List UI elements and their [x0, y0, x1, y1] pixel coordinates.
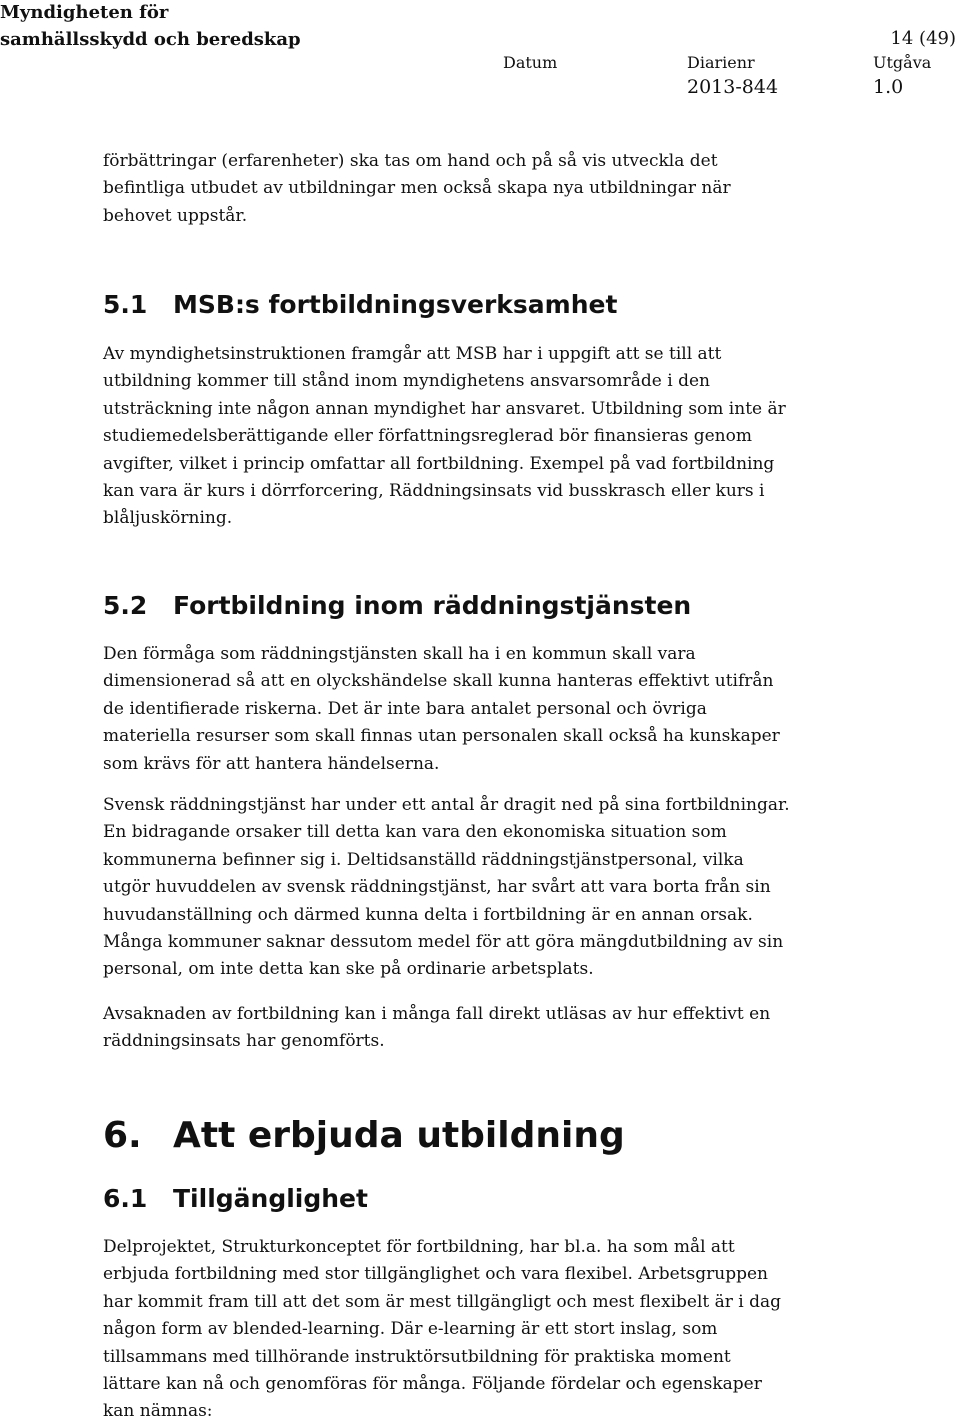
- section-5-2-paragraph-2: Svensk räddningstjänst har under ett antal år dragit ned på sina fortbildningar. En bidragande orsaker till detta kan vara den ekonomiska situation som kommunerna befinner sig i. Deltidsanställd räddningstjänstpersonal, vilka utgör huvuddelen av svensk räddningstjänst, har svårt att vara borta från sin huvudanställning och därmed kunna delta i fortbildning är en annan orsak. Många kommuner saknar dessutom medel för att göra mängdutbildning av sin personal, om inte detta kan ske på ordinarie arbetsplats.: [103, 795, 790, 980]
- section-heading-6-1: [103, 1184, 368, 1214]
- section-title: Fortbildning inom räddningstjänsten: [173, 591, 692, 620]
- section-title: Tillgänglighet: [173, 1184, 368, 1213]
- section-5-1-paragraph: Av myndighetsinstruktionen framgår att MSB har i uppgift att se till att utbildning kommer till stånd inom myndighetens ansvarsområde i den utsträckning inte någon annan myndighet har ansvaret. Utbildning som inte är studiemedelsberättigande eller författningsreglerad bör finansieras genom avgifter, vilket i princip omfattar all fortbildning. Exempel på vad fortbildning kan vara är kurs i dörrforcering, Räddningsinsats vid busskrasch eller kurs i blåljuskörning.: [103, 344, 786, 529]
- utgava-label: Utgåva: [873, 53, 932, 72]
- section-title: MSB:s fortbildningsverksamhet: [173, 290, 618, 319]
- intro-paragraph: förbättringar (erfarenheter) ska tas om hand och på så vis utveckla det befintliga utbudet av utbildningar men också skapa nya utbildningar när behovet uppstår.: [103, 151, 731, 226]
- section-5-2-paragraph-1: Den förmåga som räddningstjänsten skall ha i en kommun skall vara dimensionerad så att en olyckshändelse skall kunna hanteras effektivt utifrån de identifierade riskerna. Det är inte bara antalet personal och övriga materiella resurser som skall finnas utan personalen skall också ha kunskaper som krävs för att hantera händelserna.: [103, 644, 780, 774]
- utgava-value: 1.0: [873, 76, 904, 98]
- organization-name-line1: Myndigheten för: [0, 2, 169, 23]
- date-label: Datum: [503, 53, 558, 72]
- chapter-number: 6.: [103, 1115, 142, 1156]
- organization-name-line2: samhällsskydd och beredskap: [0, 29, 301, 50]
- section-6-1-paragraph: Delprojektet, Strukturkonceptet för fortbildning, har bl.a. ha som mål att erbjuda fortbildning med stor tillgänglighet och vara flexibel. Arbetsgruppen har kommit fram till att det som är mest tillgängligt och mest flexibelt är i dag någon form av blended-learning. Där e-learning är ett stort inslag, som tillsammans med tillhörande instruktörsutbildning för praktiska moment lättare kan nå och genomföras för många. Följande fördelar och egenskaper kan nämnas:: [103, 1237, 782, 1422]
- section-number: 5.1: [103, 290, 148, 319]
- section-heading-5-2: [103, 591, 691, 621]
- page-number: 14 (49): [890, 28, 956, 49]
- diarienr-value: 2013-844: [687, 76, 779, 98]
- section-5-2-paragraph-3: Avsaknaden av fortbildning kan i många fall direkt utläsas av hur effektivt en räddningsinsats har genomförts.: [103, 1004, 771, 1052]
- chapter-heading-6: [103, 1114, 625, 1158]
- diarienr-label: Diarienr: [687, 53, 755, 72]
- chapter-title: Att erbjuda utbildning: [173, 1115, 625, 1156]
- section-number: 6.1: [103, 1184, 148, 1213]
- section-heading-5-1: [103, 290, 617, 320]
- section-number: 5.2: [103, 591, 148, 620]
